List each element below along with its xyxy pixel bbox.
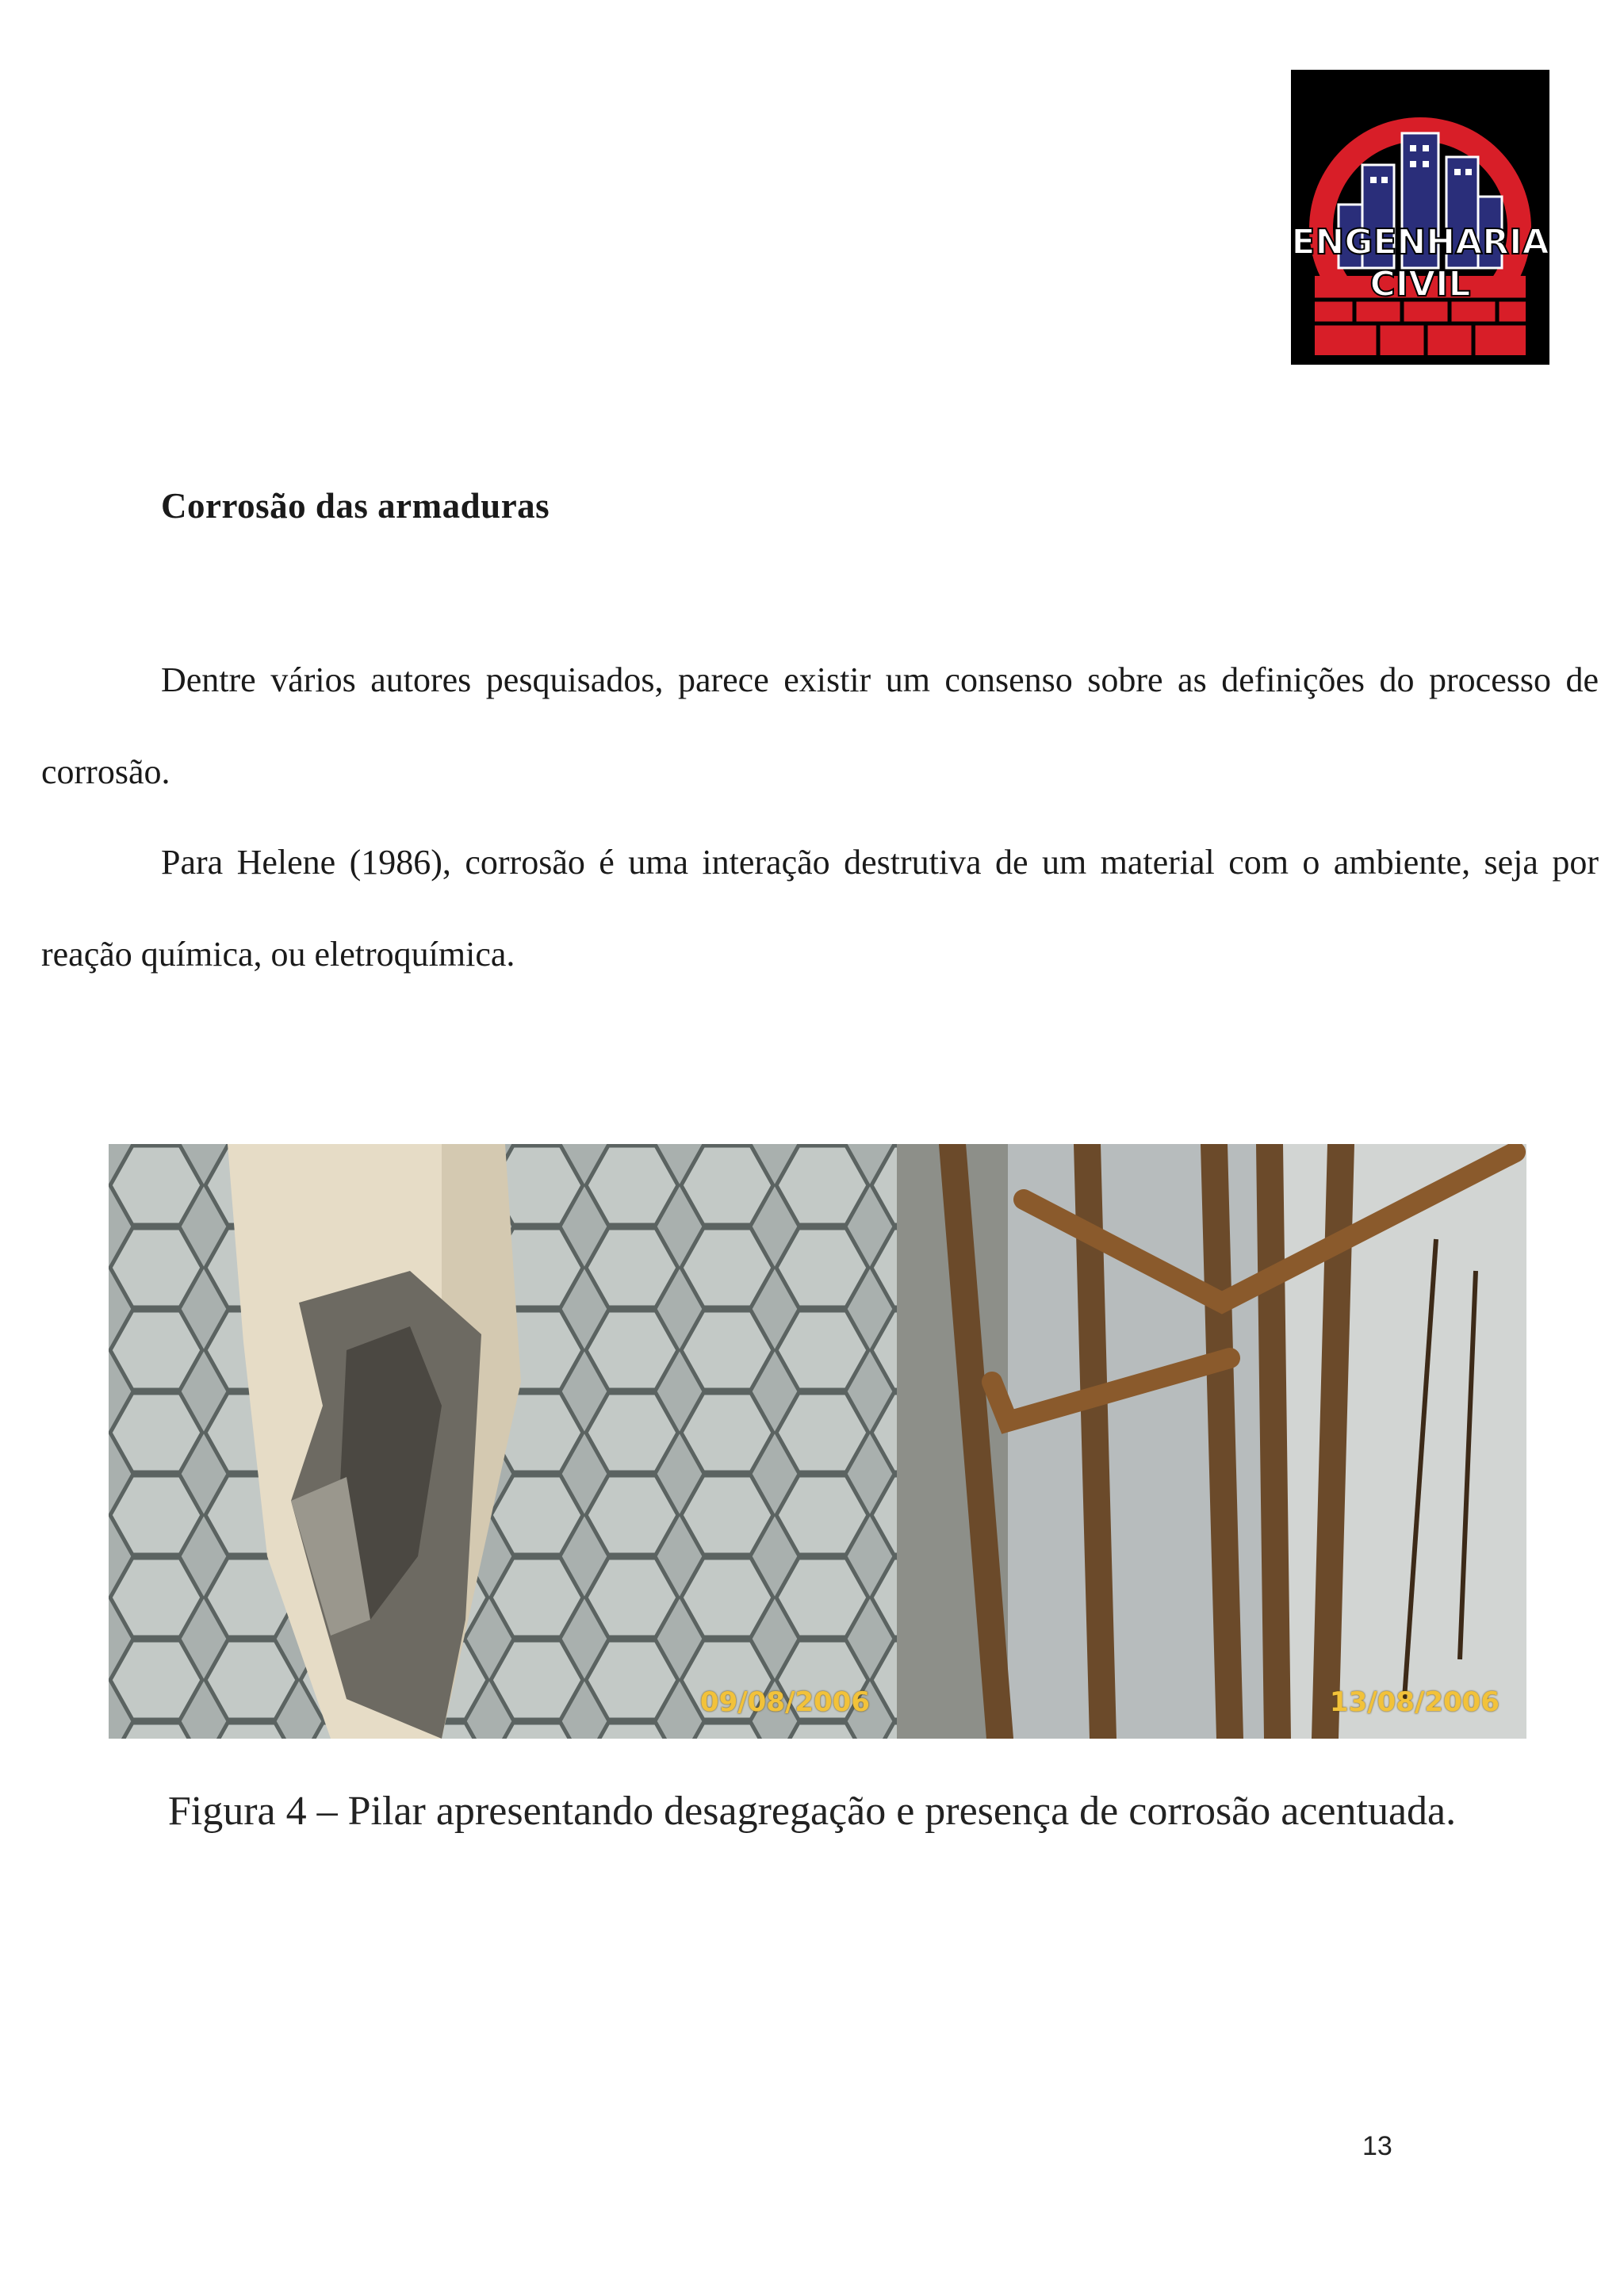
photo-corroded-rebar xyxy=(897,1144,1526,1739)
photo-date-stamp: 13/08/2006 xyxy=(1329,1686,1500,1718)
svg-text:CIVIL: CIVIL xyxy=(1369,264,1471,304)
page-number: 13 xyxy=(1362,2131,1392,2161)
photo-date-stamp: 09/08/2006 xyxy=(699,1686,870,1718)
paragraph-1: Dentre vários autores pesquisados, parece existir um consenso sobre as definições do processo de corrosão. xyxy=(41,660,1599,791)
figure-4 xyxy=(109,1144,1526,1739)
photo-damaged-pillar xyxy=(109,1144,897,1739)
svg-text:ENGENHARIA: ENGENHARIA xyxy=(1291,222,1549,262)
paragraph-2: Para Helene (1986), corrosão é uma interação destrutiva de um material com o ambiente, seja por reação química, ou eletroquímica. xyxy=(41,843,1599,974)
figure-caption: Figura 4 – Pilar apresentando desagregação e presença de corrosão acentuada. xyxy=(167,1789,1457,1834)
engenharia-civil-logo xyxy=(1291,70,1549,365)
section-heading: Corrosão das armaduras xyxy=(161,486,550,526)
